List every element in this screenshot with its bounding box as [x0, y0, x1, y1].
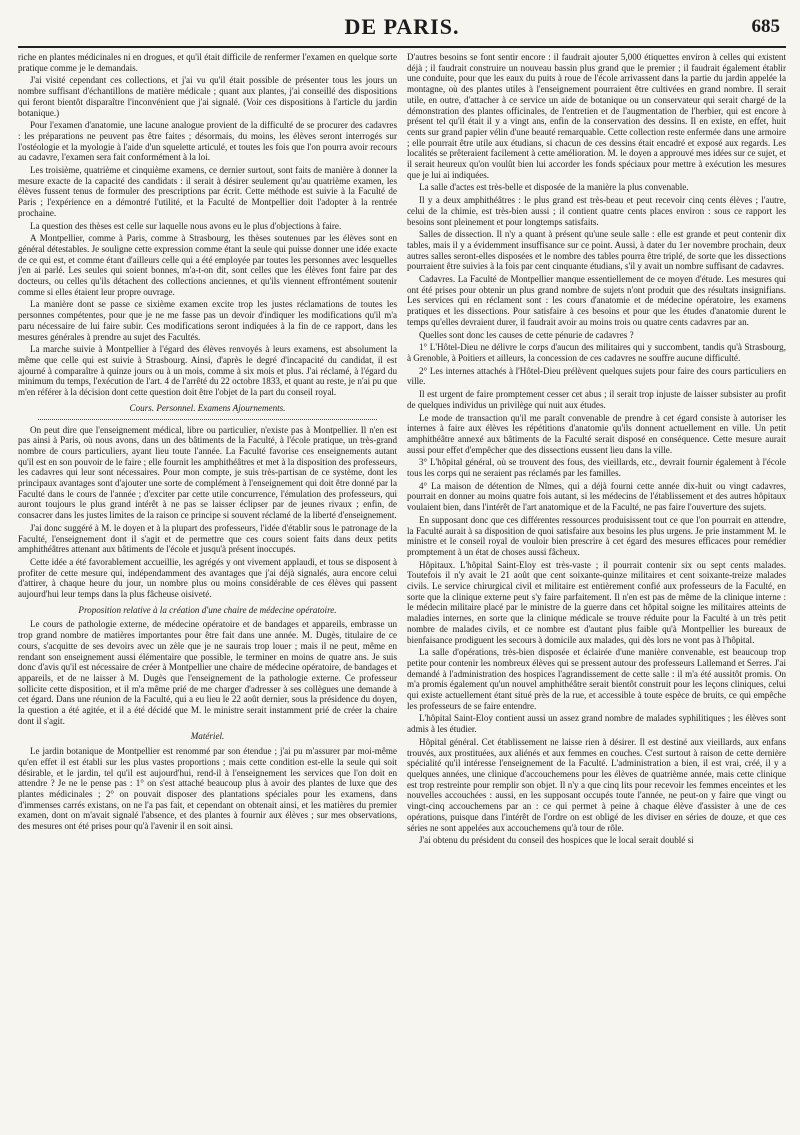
paragraph: Hôpital général. Cet établissement ne laisse rien à désirer. Il est destiné aux vieillards, aux enfans trouvés, aux prostituées, aux aliénés et aux femmes en couches. C'est surtout à raison de cette dernière spécialité qu'il intéresse l'enseignement de la Faculté. L'administration a bien, il est vrai, créé, il y a quelques années, une clinique d'accouchemens pour les élèves de quatrième année, mais cette clinique est trop restreinte pour remplir son objet. Il n'y a que cinq lits pour recevoir les femmes enceintes et les nouvelles accouchées : aussi, en les supposant occupés toute l'année, ne peut-on y faire que vingt ou vingt-cinq accouchemens par an : ce qui permet à peine à chaque élève d'assister à une de ces opérations, puisque dans l'intérêt de l'ordre on est obligé de les diviser en séries de douze, et que ces séries ne sont appelées aux accouchemens qu'à tour de rôle.	[407, 736, 786, 833]
paragraph: La salle d'opérations, très-bien disposée et éclairée d'une manière convenable, est beaucoup trop petite pour contenir les nombreux élèves qui se pressent autour des professeurs Lallemand et Serres. J'ai demandé à l'administration des hospices l'agrandissement de cette salle : il m'a été aussitôt promis. On m'a promis également qu'un nouvel amphithéâtre serait bientôt construit pour les leçons cliniques, celui qui existe actuellement étant situé près de la rue, et accessible à toute espèce de bruits, ce qui empêche les professeurs de se faire entendre.	[407, 647, 786, 711]
section-heading: Proposition relative à la création d'une chaire de médecine opératoire.	[78, 604, 337, 615]
paragraph: En supposant donc que ces différentes ressources produisissent tout ce que l'on pourrait en attendre, la Faculté aurait à sa disposition de quoi satisfaire aux besoins les plus urgens. Je prie instamment M. le ministre et le conseil royal de vouloir bien prescrire à cet égard des mesures efficaces pour remédier promptement à un état de choses aussi fâcheux.	[407, 514, 786, 557]
paragraph: Cette idée a été favorablement accueillie, les agrégés y ont vivement applaudi, et tous se disposent à profiter de cette mesure qui, indépendamment des avantages que j'ai déjà signalés, aura encore celui d'attirer, à chaque heure du jour, un nombre plus ou moins considérable de ces élèves qui passent aujourd'hui leur temps dans la plus fâcheuse oisiveté.	[18, 556, 397, 600]
paragraph: Salles de dissection. Il n'y a quant à présent qu'une seule salle : elle est grande et peut contenir dix tables, mais il y a évidemment insuffisance sur ce point. Aussi, à dater du 1er novembre prochain, deux autres salles seront-elles disposées et le nombre des tables pourra être triplé, de sorte que les dissections pourraient être suivies à la fois par cent cinquante étudians, s'il y avait un nombre suffisant de cadavres.	[407, 229, 786, 272]
paragraph: 3° L'hôpital général, où se trouvent des fous, des vieillards, etc., devrait fournir également à l'école tous les corps qui ne seraient pas réclamés par les familles.	[407, 457, 786, 479]
paragraph: D'autres besoins se font sentir encore : il faudrait ajouter 5,000 étiquettes environ à celles qui existent déjà ; il faudrait construire un nouveau bassin plus grand que le premier ; il faudrait également établir une conduite, pour que les eaux du puits à roue de l'école arrivassent dans la partie du jardin appelée la montagne, où des plantes utiles à l'enseignement pourraient être cultivées en grand nombre. Il serait utile, en outre, d'attacher à ce service un aide de botanique ou un conservateur qui serait chargé de la démonstration des plantes officinales, de l'entretien et de l'augmentation de l'herbier, qui est encore à présent tel qu'il était il y a vingt ans, enfin de la conservation des dessins. Il en existe, en effet, huit cents sur grand papier vélin d'une beauté remarquable. Cette collection reste enfermée dans une armoire ; elle pourrait être utile aux étudians, si chacun de ces dessins était encadré et exposé aux regards. Les localités se prêteraient facilement à cette amélioration. M. le doyen a approuvé mes idées sur ce sujet, et il serait heureux qu'on voulût bien lui accorder les fonds spéciaux pour mettre à exécution les mesures que je lui ai indiquées.	[407, 52, 786, 180]
paragraph: J'ai obtenu du président du conseil des hospices que le local serait doublé si	[419, 835, 694, 846]
paragraph: Pour l'examen d'anatomie, une lacune analogue provient de la difficulté de se procurer des cadavres : les préparations ne peuvent pas être faites ; désormais, du moins, les élèves seront interrogés sur l'ostéologie et la myologie à l'aide d'un squelette articulé, et toutes les fois que l'on pourra avoir recours au cadavre, l'examen sera fait conformément à la loi.	[18, 120, 397, 163]
paragraph: Le cours de pathologie externe, de médecine opératoire et de bandages et appareils, embrasse un trop grand nombre de matières importantes pour être fait dans une année. M. Dugès, titulaire de ce cours, s'acquitte de ses devoirs avec un zèle que je ne saurais trop louer ; mais il ne peut, même en rendant son enseignement aussi élémentaire que possible, le terminer en moins de quatre ans. Je suis donc d'avis qu'il est nécessaire de créer à Montpellier une chaire de médecine opératoire, de bandages et appareils, et de ne laisser à M. Dugès que l'enseignement de la pathologie externe. Ce professeur sollicite cette disposition, et il m'a même prié de me charger d'adresser à ses collègues une demande à cet égard. Dans une réunion de la Faculté, qui a eu lieu le 22 août dernier, sous la présidence du doyen, la question a été agitée, et il a été décidé que M. le ministre serait instamment prié de créer la chaire dont il s'agit.	[18, 619, 397, 726]
paragraph: A Montpellier, comme à Paris, comme à Strasbourg, les thèses soutenues par les élèves sont en général détestables. Je souligne cette expression comme étant la seule qui puisse donner une idée exacte de ce qui est, et comme étant d'ailleurs celle qui a été employée par toutes les personnes avec lesquelles j'en ai parlé. Les seules qui soient bonnes, m'a-t-on dit, sont celles que les élèves font faire par des docteurs, ou celles qu'ils détachent des collections anciennes, et qu'ils viennent effrontément soutenir comme si elles étaient leur propre ouvrage.	[18, 233, 397, 297]
text-columns	[18, 52, 786, 1132]
paragraph: Le mode de transaction qu'il me paraît convenable de prendre à cet égard consiste à autoriser les internes à faire aux élèves les répétitions d'anatomie qu'ils donnent actuellement en ville. Un petit amphithéâtre annexé aux bâtiments de la Faculté serait disposé en conséquence. Cette mesure aurait aussi pour effet d'empêcher que des dissections eussent lieu dans la ville.	[407, 412, 786, 455]
paragraph: 4° La maison de détention de Nîmes, qui a déjà fourni cette année dix-huit ou vingt cadavres, pourrait en donner au moins quatre fois autant, si les médecins de l'établissement et des autres hôpitaux voulaient bien, dans l'intérêt de l'art anatomique et de la Faculté, ne pas faire l'ouverture des sujets.	[407, 480, 786, 513]
paragraph: La marche suivie à Montpellier à l'égard des élèves renvoyés à leurs examens, est absolument la même que celle qui est suivie à Strasbourg. Ainsi, d'après le degré d'incapacité du candidat, il est ajourné à comparaître à quinze jours ou à un mois, comme à six mois et plus. J'ai réclamé, à l'égard du minimum du temps, l'exécution de l'art. 4 de l'arrêté du 22 octobre 1833, et quant au reste, je n'ai pu que m'en référer à la décision dont cette question doit être l'objet de la part du conseil royal.	[18, 344, 397, 398]
paragraph: La manière dont se passe ce sixième examen excite trop les justes réclamations de toutes les personnes compétentes, pour que je ne me fasse pas un devoir d'indiquer les modifications qu'il m'a paru nécessaire de lui faire subir. Ces modifications seront indiquées à la fin de ce rapport, dans les mesures générales à prendre au sujet des Facultés.	[18, 299, 397, 342]
page-header	[18, 10, 786, 48]
paragraph: On peut dire que l'enseignement médical, libre ou particulier, n'existe pas à Montpellier. Il n'en est pas ainsi à Paris, où nous avons, dans un des bâtiments de la Faculté, à l'école pratique, un très-grand nombre de cours particuliers, ayant lieu toute l'année. La Faculté favorise ces enseignements autant qu'il est en son pouvoir de le faire ; elle fournit les amphithéâtres et met à la disposition des professeurs, les cadavres qui leur sont nécessaires. Pour mon compte, je suis très-partisan de ce système, dont les principaux avantages sont d'ajouter une sorte de complément à l'enseignement qui doit être donné par la Faculté dans le cours de l'année ; d'exciter par cette utile concurrence, l'émulation des professeurs, qui auront toujours le plus grand intérêt à ne pas se laisser éclipser par de jeunes rivaux ; enfin, de consacrer dans les justes limites de la raison ce principe si souvent réclamé de la liberté d'enseignement.	[18, 424, 397, 521]
paragraph: Quelles sont donc les causes de cette pénurie de cadavres ?	[419, 329, 634, 340]
section-heading: Matériel.	[190, 731, 225, 742]
paragraph: J'ai visité cependant ces collections, et j'ai vu qu'il était possible de présenter tous les jours un nombre suffisant d'échantillons de matière médicale ; quant aux plantes, j'ai conseillé des dispositions qui feront bientôt disparaître l'inconvénient que j'ai signalé. (Voir ces dispositions à l'article du jardin botanique.)	[18, 75, 397, 118]
paragraph: 2° Les internes attachés à l'Hôtel-Dieu prélèvent quelques sujets pour faire des cours particuliers en ville.	[407, 365, 786, 387]
paragraph: J'ai donc suggéré à M. le doyen et à la plupart des professeurs, l'idée d'établir sous le patronage de la Faculté, l'enseignement dont il s'agit et de permettre que ces cours soient faits dans deux petits amphithéâtres attenant aux bâtiments de l'école et jusqu'à présent inoccupés.	[18, 522, 397, 555]
masthead: DE PARIS.	[344, 14, 460, 39]
paragraph: Les troisième, quatrième et cinquième examens, ce dernier surtout, sont faits de manière à donner la mesure exacte de la capacité des candidats : il serait à désirer seulement qu'au quatrième examen, les élèves fussent tenus de formuler des prescriptions par écrit. Cette méthode est suivie à la Faculté de Paris ; l'expérience en a démontré l'utilité, et la Faculté de Montpellier doit l'adopter à la rentrée prochaine.	[18, 165, 397, 218]
divider	[38, 419, 377, 420]
paragraph: Il y a deux amphithéâtres : le plus grand est très-beau et peut recevoir cinq cents élèves ; l'autre, celui de la chimie, est très-bien aussi ; il contient quatre cents places environ : sous ce rapport les besoins sont pleinement et pour longtemps satisfaits.	[407, 195, 786, 227]
section-heading: Cours. Personnel. Examens Ajournements.	[129, 402, 286, 413]
paragraph: 1° L'Hôtel-Dieu ne délivre le corps d'aucun des militaires qui y succombent, tandis qu'à Strasbourg, à Grenoble, à Poitiers et ailleurs, la concession de ces cadavres ne souffre aucune difficulté.	[407, 342, 786, 363]
paragraph: La question des thèses est celle sur laquelle nous avons eu le plus d'objections à faire.	[30, 220, 342, 231]
paragraph: Hôpitaux. L'hôpital Saint-Eloy est très-vaste ; il pourrait contenir six ou sept cents malades. Toutefois il n'y avait le 21 août que cent soixante-quinze militaires et cent soixante-treize malades civils. Le service chirurgical civil et militaire est entièrement confié aux professeurs de la Faculté, en sorte que la clinique externe peut s'y faire parfaitement. Il n'en est pas de même de la clinique interne : le médecin militaire placé par le ministre de la guerre dans cet hôpital soigne les militaires atteints de maladies internes, en sorte que la clinique médicale se trouve réduite pour la Faculté à un très petit nombre de malades civils, et ce nombre est d'autant plus faible qu'à Montpellier les bureaux de bienfaisance prodiguent les secours à domicile aux malades, qui dès lors ne vont pas à l'hôpital.	[407, 559, 786, 645]
paragraph: Cadavres. La Faculté de Montpellier manque essentiellement de ce moyen d'étude. Les mesures qui ont été prises pour obtenir un plus grand nombre de sujets n'ont produit que des résultats insignifians. Les services qui en réclament sont : les cours d'anatomie et de médecine opératoire, les examens pratiques et les dissections. Pour satisfaire à ces besoins et pour que les études d'anatomie durent le temps qu'elles devraient durer, il faudrait avoir au moins trois ou quatre cents cadavres par an.	[407, 274, 786, 327]
paragraph: L'hôpital Saint-Eloy contient aussi un assez grand nombre de malades syphilitiques ; les élèves sont admis à les étudier.	[407, 713, 786, 735]
paragraph: riche en plantes médicinales ni en drogues, et qu'il était difficile de renfermer l'examen en quelque sorte pratique comme je le demandais.	[18, 52, 397, 73]
paragraph: Le jardin botanique de Montpellier est renommé par son étendue ; j'ai pu m'assurer par moi-même qu'en effet il est établi sur les plus vastes proportions ; mais cette condition est-elle la seule qui soit désirable, et le jardin, tel qu'il est aujourd'hui, rend-il à l'enseignement les services que l'on doit en attendre ? Je ne le pense pas : 1° on s'est attaché beaucoup plus à avoir des plantes de luxe que des plantes médicinales ; 2° on pouvait disposer des plantations spéciales pour les examens, dans d'immenses carrés existans, on ne l'a pas fait, et cependant on obtenait ainsi, et les matières du premier examen, dont on m'avait signalé l'absence, et des plantes à fournir aux élèves ; sur mes observations, des mesures ont été prises pour qu'à l'avenir il en soit ainsi.	[18, 746, 397, 832]
paragraph: Il est urgent de faire promptement cesser cet abus ; il serait trop injuste de laisser subsister au profit de quelques individus un privilège qui nuit aux études.	[407, 389, 786, 410]
left-column	[18, 52, 397, 1132]
right-column	[407, 52, 786, 1132]
page-number: 685	[751, 16, 780, 37]
paragraph: La salle d'actes est très-belle et disposée de la manière la plus convenable.	[419, 182, 689, 193]
